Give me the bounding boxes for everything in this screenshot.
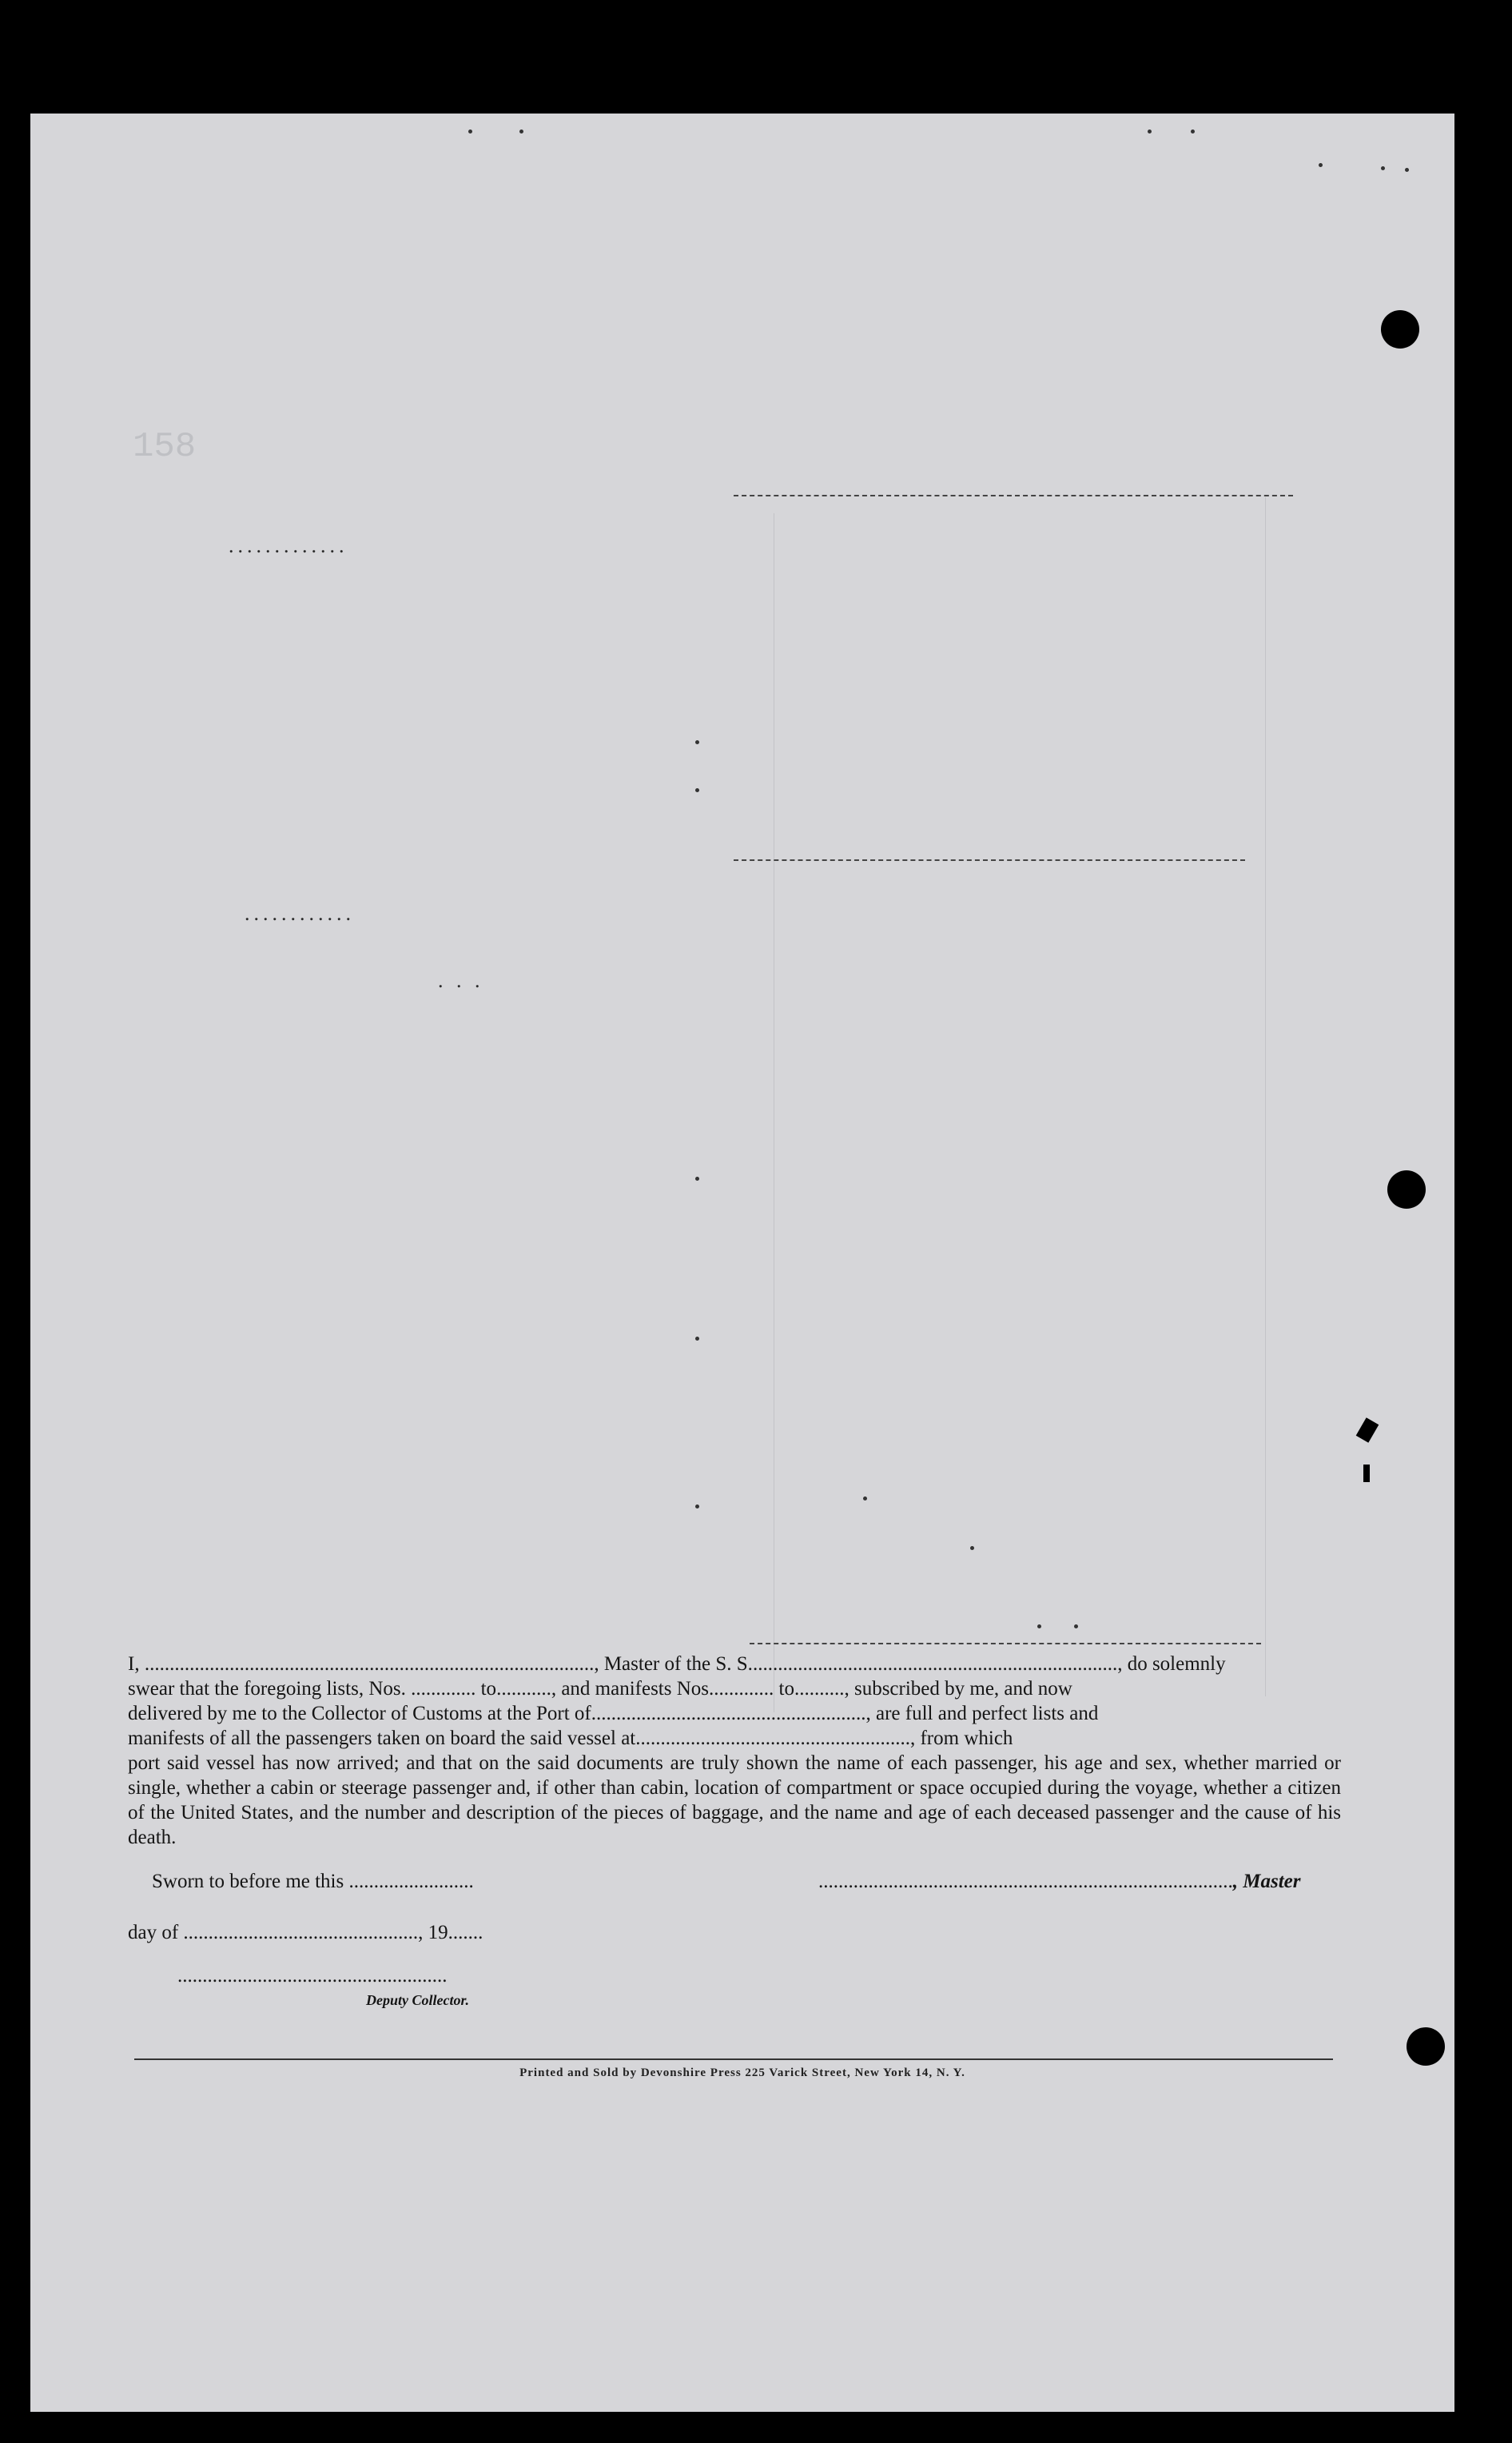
oath-line-2: swear that the foregoing lists, Nos. ............. to..........., and manifests Nos............. to.........., subscribed by me, and now [128,1678,1072,1700]
oath-solemnly: , do solemnly [1117,1653,1226,1675]
vessel-blank: ......................................................................... [752,1653,1118,1675]
sworn-line: Sworn to before me this ......................... [152,1871,474,1892]
stray-dot [1191,130,1195,134]
stray-dot [695,1337,699,1341]
deputy-collector-line: ...................................................... [177,1965,448,1987]
deputy-collector-label: Deputy Collector. [366,1992,469,2008]
stray-dot [468,130,472,134]
stray-dot [1405,168,1409,172]
oath-line-1 [128,1652,1341,1676]
oath-i: I, [128,1653,140,1675]
bleed-through-number: 158 [133,427,197,467]
stray-dot [695,1177,699,1181]
day-of-line: day of ..............................................., 19....... [128,1922,483,1943]
dotted-leader: . . . [438,969,484,992]
printer-imprint: Printed and Sold by Devonshire Press 225 Varick Street, New York 14, N. Y. [519,2066,965,2079]
oath-master-of: , Master of the S. S. [594,1653,753,1675]
punch-hole [1387,1170,1426,1209]
oath-statement [128,1652,1341,1850]
edge-tear-mark [1363,1465,1370,1482]
stray-dot [1148,130,1152,134]
dashed-rule [734,495,1293,496]
master-signature-line: ..................................................................................., Master [818,1871,1301,1892]
dashed-rule [750,1643,1261,1644]
stray-dot [695,740,699,744]
dashed-rule [734,859,1245,861]
stray-dot [519,130,523,134]
manifest-page [30,114,1454,2412]
stray-dot [863,1496,867,1500]
edge-tear-mark [1356,1417,1379,1443]
name-blank: .......................................................................................... [144,1653,595,1675]
stray-dot [1319,163,1323,167]
stray-dot [1381,166,1385,170]
stray-dot [970,1546,974,1550]
ghost-column-line [1265,497,1266,1696]
stray-dot [1037,1624,1041,1628]
dotted-leader: ............. [229,534,348,557]
dotted-leader: ............ [245,902,355,925]
oath-line-3: delivered by me to the Collector of Customs at the Port of......................................................., are full and perfect lists and [128,1703,1099,1724]
stray-dot [695,788,699,792]
oath-line-4: manifests of all the passengers taken on board the said vessel at......................................................., from which [128,1728,1013,1749]
punch-hole [1407,2027,1445,2066]
footer-rule [134,2058,1333,2060]
punch-hole [1381,310,1419,349]
oath-body: port said vessel has now arrived; and that on the said documents are truly shown the name of each passenger, his age and sex, whether married or single, whether a cabin or steerage passenger and, if other than cabin, location of compartment or space occupied during the voyage, whether a citizen of the United States, and the number and description of the pieces of baggage, and the name and age of each deceased passenger and the cause of his death. [128,1752,1341,1848]
stray-dot [695,1504,699,1508]
stray-dot [1074,1624,1078,1628]
